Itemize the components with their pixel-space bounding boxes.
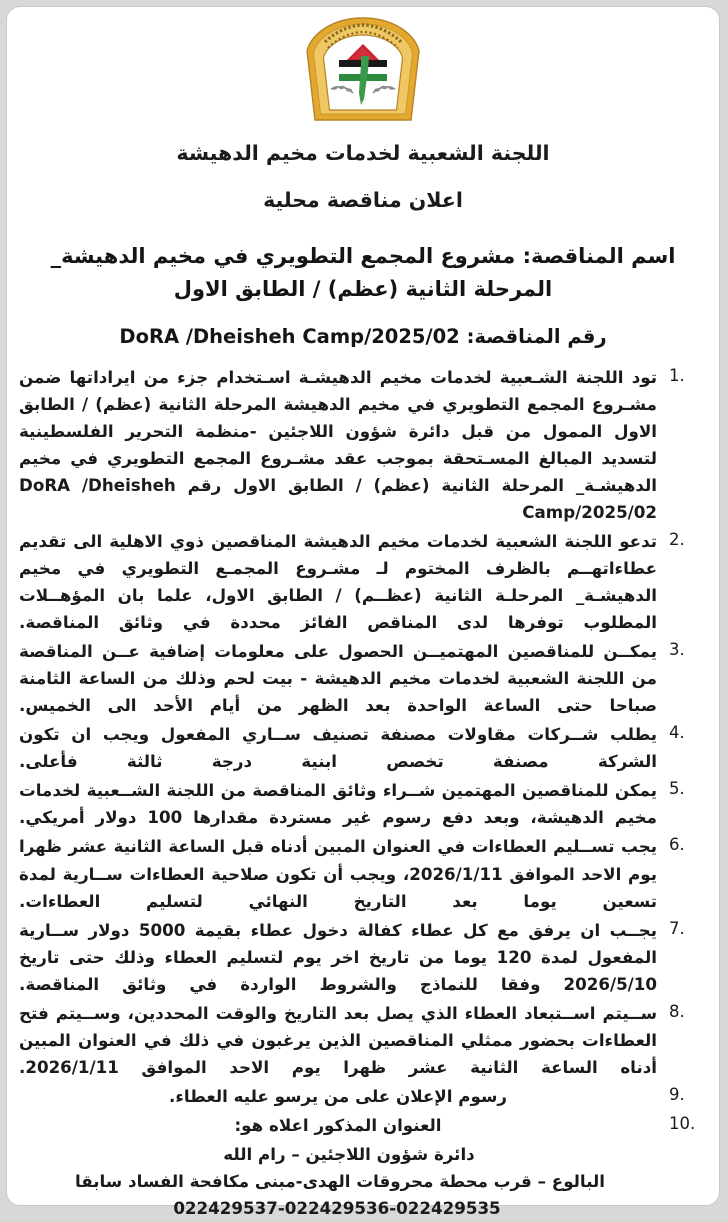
clause-item: [19, 1000, 701, 1081]
clause-item: [19, 833, 701, 914]
clause-text: يجــب ان يرفق مع كل عطاء كفالة دخول عطاء بقيمة 5000 دولار ســارية المفعول لمدة 120 يوما من تاريخ اخر يوم لتسليم العطاء وذلك حتى تاريخ 2026/5/10 وفقا للنماذج والشروط الواردة في وثائق المناقصة.: [19, 919, 657, 994]
clause-number: 2.: [669, 529, 685, 549]
clause-text: يجب تســليم العطاءات في العنوان المبين أدناه قبل الساعة الثانية عشر ظهرا يوم الاحد الموافق 2026/1/11، ويجب أن تكون صلاحية العطاءات ســارية لمدة تسعين يوما بعد التاريخ النهائي لتسليم العطاءات.: [19, 836, 658, 911]
address-block: [7, 1141, 719, 1222]
tender-announcement-page: [6, 6, 720, 1219]
clause-text: العنوان المذكور اعلاه هو:: [234, 1114, 442, 1135]
clause-item: [19, 1112, 701, 1139]
clause-number: 4.: [669, 723, 685, 743]
clause-item: [19, 777, 701, 831]
clause-item: [19, 528, 701, 636]
clause-text: تدعو اللجنة الشعبية لخدمات مخيم الدهيشة المناقصين ذوي الاهلية الى تقديم عطاءاتهــم بالظرف المختوم لـ مشـروع المجمـع التطويري في مخيم الدهيشـة_ المرحلـة الثانية (عظــم) / الطابق الاول، علما بان المؤهــلات المطلوب توفرها لدى المناقص الفائز محددة في وثائق المناقصة.: [19, 530, 657, 633]
announcement-type: اعلان مناقصة محلية: [263, 187, 463, 212]
tender-number-line: [7, 324, 719, 349]
clause-item: [19, 1083, 701, 1110]
clause-number: 10.: [669, 1113, 696, 1133]
organization-title: اللجنة الشعبية لخدمات مخيم الدهيشة: [176, 141, 550, 165]
logo-container: [7, 7, 719, 127]
clause-text: يطلب شــركات مقاولات مصنفة تصنيف ســاري المفعول ويجب ان تكون الشركة مصنفة تخصص ابنية درجة ثالثة فأعلى.: [19, 724, 657, 772]
organization-emblem-icon: [301, 15, 425, 127]
clause-item: [19, 364, 701, 526]
clause-text: ســيتم اســتبعاد العطاء الذي يصل بعد التاريخ والوقت المحددين، وســيتم فتح العطاءات بحضور ممثلي المناقصين الذين يرغبون في ذلك في العنوان المبين أدناه الساعة الثانية عشر ظهرا يوم الاحد الموافق 2026/1/11.: [19, 1002, 657, 1077]
contact-phone-numbers: 022429537-022429536-022429535: [173, 1198, 501, 1219]
clause-text: تود اللجنة الشـعبية لخدمات مخيم الدهيشـة اسـتخدام جزء من ايراداتها ضمن مشـروع المجمع التطويري في مخيم الدهيشة المرحلة الثانية (عظم) / الطابق الاول الممول من قبل دائرة شؤون اللاجئين -منظمة التحرير الفلسطينية لتسديد المبالغ المسـتحقة بموجب عقد مشـروع المجمع التطويري في مخيم الدهيشـة_ المرحلة الثانية (عظم) / الطابق الاول رقم DoRA /Dheisheh Camp/2025/02: [19, 366, 657, 522]
clause-number: 8.: [669, 1001, 685, 1021]
clause-number: 9.: [669, 1084, 685, 1104]
clause-number: 6.: [669, 835, 685, 855]
address-line-location: البالوع – قرب محطة محروقات الهدى-مبنى مكافحة الفساد سابقا: [75, 1171, 605, 1192]
clause-list: [7, 364, 719, 1139]
clause-text: يمكن للمناقصين المهتمين شــراء وثائق المناقصة من اللجنة الشــعبية لخدمات مخيم الدهيشة، وبعد دفع رسوم غير مستردة مقدارها 100 دولار أمريكي.: [19, 780, 657, 828]
clause-text: يمكــن للمناقصين المهتميــن الحصول على معلومات إضافية عــن المناقصة من اللجنة الشعبية لخدمات مخيم الدهيشة - بيت لحم وذلك من الساعة الثامنة صباحا حتى الساعة الواحدة بعد الظهر من أيام الأحد الى الخميس.: [19, 641, 657, 716]
clause-number: 3.: [669, 640, 685, 660]
clause-number: 7.: [669, 918, 685, 938]
clause-item: [19, 638, 701, 719]
clause-number: 5.: [669, 779, 685, 799]
address-line-department: دائرة شؤون اللاجئين – رام الله: [223, 1144, 475, 1164]
tender-name: اسم المناقصة: مشروع المجمع التطويري في مخيم الدهيشة_ المرحلة الثانية (عظم) / الطابق الاول: [50, 244, 676, 301]
clause-text: رسوم الإعلان على من يرسو عليه العطاء.: [169, 1085, 507, 1106]
clause-item: [19, 917, 701, 998]
clause-item: [19, 721, 701, 775]
tender-number-label: رقم المناقصة:: [466, 325, 607, 349]
clause-number: 1.: [669, 365, 685, 385]
tender-number-value: DoRA /Dheisheh Camp/2025/02: [119, 325, 460, 349]
